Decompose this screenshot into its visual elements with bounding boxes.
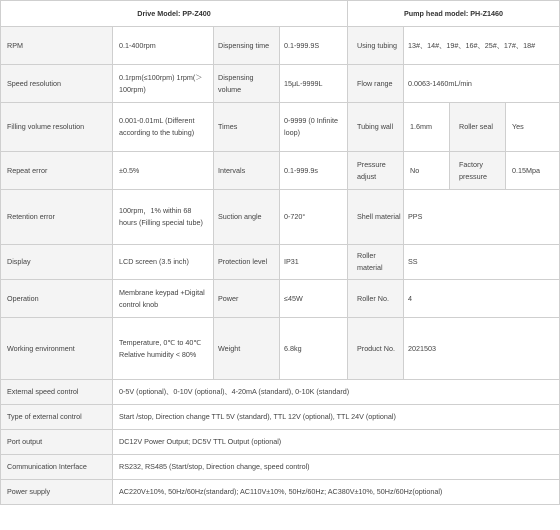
- table-row: [1, 455, 560, 480]
- row-label: Working environment: [1, 318, 113, 380]
- table-row: [1, 405, 560, 430]
- row-label: Operation: [1, 280, 113, 318]
- table-row: [1, 245, 560, 280]
- pump-value: 4: [404, 280, 560, 318]
- mid-value: 6.8kg: [280, 318, 348, 380]
- row-label: Port output: [1, 430, 113, 455]
- row-value: AC220V±10%, 50Hz/60Hz(standard); AC110V±10%, 50Hz/60Hz; AC380V±10%, 50Hz/60Hz(optional): [113, 480, 560, 505]
- mid-value: IP31: [280, 245, 348, 280]
- pump-label: Product No.: [348, 318, 404, 380]
- row-value: 100rpm，1% within 68 hours (Filling special tube): [113, 190, 214, 245]
- mid-value: 15μL-9999L: [280, 65, 348, 103]
- row-value: Membrane keypad +Digital control knob: [113, 280, 214, 318]
- table-row: [1, 480, 560, 505]
- row-value: 0.1rpm(≤100rpm) 1rpm(＞100rpm): [113, 65, 214, 103]
- pump-head-model-header: Pump head model: PH-Z1460: [348, 1, 560, 27]
- mid-label: Power: [214, 280, 280, 318]
- pump-label-secondary: Roller seal: [450, 103, 506, 152]
- row-label: Repeat error: [1, 152, 113, 190]
- pump-value: 0.0063-1460mL/min: [404, 65, 560, 103]
- table-row: [1, 103, 560, 152]
- row-label: Type of external control: [1, 405, 113, 430]
- mid-label: Suction angle: [214, 190, 280, 245]
- mid-label: Intervals: [214, 152, 280, 190]
- mid-label: Times: [214, 103, 280, 152]
- row-label: Retention error: [1, 190, 113, 245]
- mid-value: 0-9999 (0 Infinite loop): [280, 103, 348, 152]
- table-row: [1, 27, 560, 65]
- pump-label: Tubing wall: [348, 103, 404, 152]
- pump-label-secondary: Factory pressure: [450, 152, 506, 190]
- pump-label: Pressure adjust: [348, 152, 404, 190]
- pump-value: 2021503: [404, 318, 560, 380]
- mid-value: 0.1-999.9s: [280, 152, 348, 190]
- row-label: Speed resolution: [1, 65, 113, 103]
- table-row: [1, 190, 560, 245]
- mid-value: 0.1-999.9S: [280, 27, 348, 65]
- pump-value: SS: [404, 245, 560, 280]
- pump-label: Flow range: [348, 65, 404, 103]
- row-value: 0.001-0.01mL (Different according to the tubing): [113, 103, 214, 152]
- table-row: [1, 318, 560, 380]
- mid-value: ≤45W: [280, 280, 348, 318]
- table-row: [1, 280, 560, 318]
- row-label: Display: [1, 245, 113, 280]
- pump-label: Roller No.: [348, 280, 404, 318]
- pump-label: Roller material: [348, 245, 404, 280]
- row-label: External speed control: [1, 380, 113, 405]
- mid-label: Protection level: [214, 245, 280, 280]
- row-value: ±0.5%: [113, 152, 214, 190]
- mid-value: 0-720°: [280, 190, 348, 245]
- mid-label: Dispensing volume: [214, 65, 280, 103]
- row-value: LCD screen (3.5 inch): [113, 245, 214, 280]
- drive-model-header: Drive Model: PP-Z400: [1, 1, 348, 27]
- table-row: [1, 152, 560, 190]
- row-value: RS232, RS485 (Start/stop, Direction change, speed control): [113, 455, 560, 480]
- row-value: DC12V Power Output; DC5V TTL Output (optional): [113, 430, 560, 455]
- pump-value: 13#、14#、19#、16#、25#、17#、18#: [404, 27, 560, 65]
- pump-value: 1.6mm: [404, 103, 450, 152]
- table-row: [1, 430, 560, 455]
- pump-value-secondary: Yes: [506, 103, 560, 152]
- pump-value: No: [404, 152, 450, 190]
- table-header-row: [1, 1, 560, 27]
- row-value: 0-5V (optional)、0-10V (optional)、4-20mA (standard), 0-10K (standard): [113, 380, 560, 405]
- row-label: RPM: [1, 27, 113, 65]
- row-value: 0.1-400rpm: [113, 27, 214, 65]
- row-value: Temperature, 0℃ to 40℃ Relative humidity < 80%: [113, 318, 214, 380]
- pump-value-secondary: 0.15Mpa: [506, 152, 560, 190]
- mid-label: Weight: [214, 318, 280, 380]
- table-row: [1, 65, 560, 103]
- pump-label: Using tubing: [348, 27, 404, 65]
- row-value: Start /stop, Direction change TTL 5V (standard), TTL 12V (optional), TTL 24V (optional): [113, 405, 560, 430]
- pump-label: Shell material: [348, 190, 404, 245]
- row-label: Communication Interface: [1, 455, 113, 480]
- row-label: Power supply: [1, 480, 113, 505]
- table-row: [1, 380, 560, 405]
- pump-value: PPS: [404, 190, 560, 245]
- row-label: Filling volume resolution: [1, 103, 113, 152]
- mid-label: Dispensing time: [214, 27, 280, 65]
